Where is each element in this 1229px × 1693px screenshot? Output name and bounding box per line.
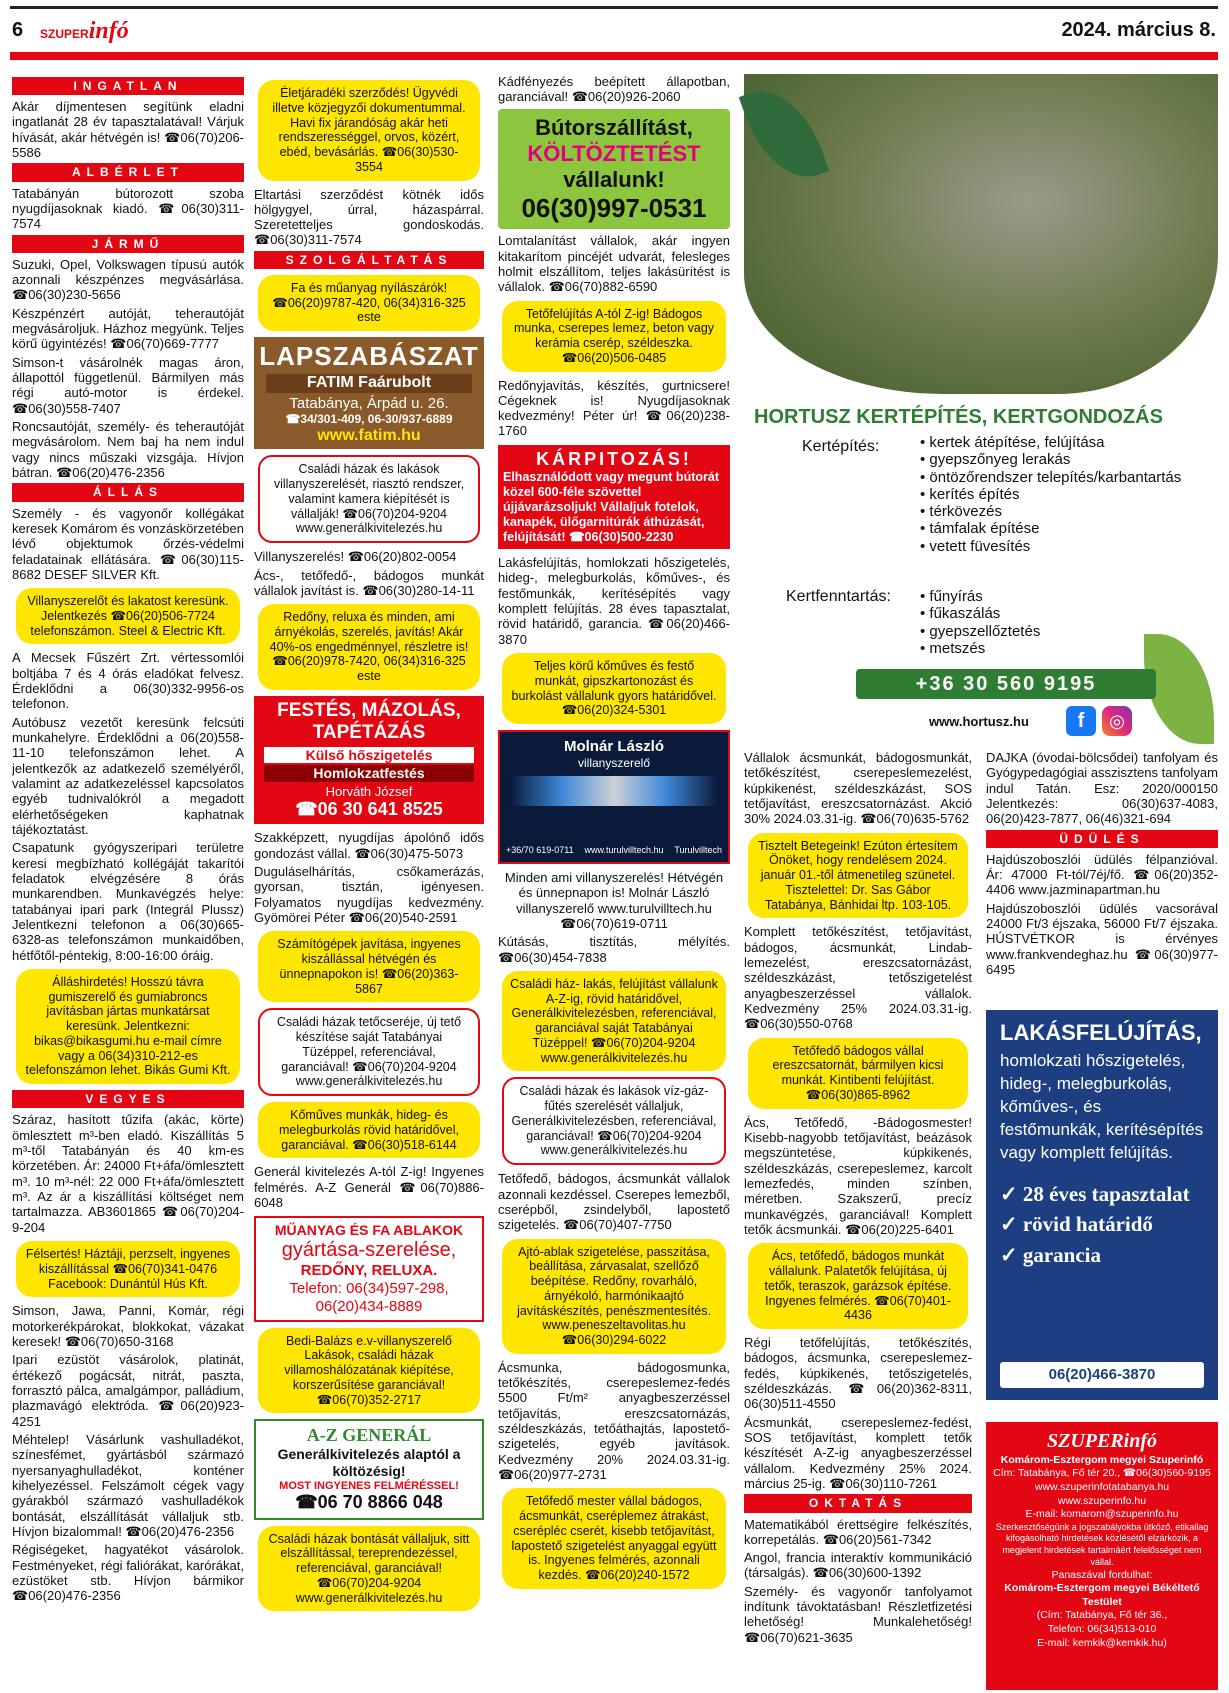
hortusz-ad (744, 74, 1218, 744)
classified-ad: Eltartási szerződést kötnék idős hölgygyel, úrral, házaspárral. Szeretetteljes gondoskodás. ☎06(30)311-7574 (254, 186, 484, 248)
column-1 (12, 74, 244, 1606)
page-header (10, 6, 1218, 50)
section-udules: ÜDÜLÉS (986, 830, 1218, 848)
classified-ad: Régi tetőfelújítás, tetőkészítés, bádogos, ácsmunka, cserepeslemez-fedés, kúpkikenés, tetőszigetelés, széldeszkázás. ☎06(20)362-8311, 06(30)511-4550 (744, 1335, 972, 1412)
section-vegyes: VEGYES (12, 1090, 244, 1108)
highlight-ad: Redőny, reluxa és minden, ami árnyékolás, szerelés, javítás! Akár 40%-os engedménnyel, részletre is! ☎06(20)978-7420, 06(34)316-325 este (258, 604, 480, 690)
highlight-ad: Álláshirdetés! Hosszú távra gumiszerelő és gumiabroncs javításban jártas munkatársat keresünk. Jelentkezni: bikas@bikasgumi.hu e-mail címre vagy a 06(34)310-212-es telefonszámon lehet. Bikás Gumi Kft. (16, 969, 240, 1084)
highlight-ad: Családi ház- lakás, felújítást vállalunk A-Z-ig, rövid határidővel, Generálkivitelezésben, referenciával, garanciával saját Tatabányai Tüzéppel! ☎06(70)204-9204 www.generálkivitelezés.hu (502, 971, 726, 1072)
classified-ad: A Mecsek Fűszért Zrt. vértessomlói boltjába 7 és 4 órás eladókat felvesz. Érdeklődni a 06(30)332-9956-os telefonon. (12, 650, 244, 712)
highlight-ad: Teljes körű kőműves és festő munkát, gipszkartonozást és burkolást vállalunk gyors határidővel. ☎06(20)324-5301 (502, 653, 726, 724)
classified-ad: Lomtalanítást vállalok, akár ingyen kitakarítom pincéjét udvarát, felesleges holmit elszállítom, teljes lakásürítést is vállalok. ☎06(70)882-6590 (498, 233, 730, 295)
classified-ad: Matematikából érettségire felkészítés, korrepetálás. ☎06(20)561-7342 (744, 1516, 972, 1547)
classified-ad: Tatabányán bútorozott szoba nyugdíjasoknak kiadó. ☎06(30)311-7574 (12, 185, 244, 232)
highlight-ad: Tetőfedő mester vállal bádogos, ácsmunkát, cseréplemez átrakást, cserépléc cserét, kisebb tetőjavítást, lapostető szigetelést anyaggal együtt is. Ingyenes felmérés, azonnali kezdés. ☎06(20)240-1572 (502, 1488, 726, 1589)
classified-ad: Személy - és vagyonőr kollégákat keresek Komárom és vonzáskörzetében lévő objektumok őrzés-védelmi feladatainak ellátására. ☎06(30)115-8682 DESEF SILVER Kft. (12, 505, 244, 582)
hortusz-phone: +36 30 560 9195 (856, 669, 1156, 699)
classified-ad: Redőnyjavítás, készítés, gurtnicsere! Cégeknek is! Nyugdíjasoknak kedvezmény! Péter úr! ☎06(20)238-1760 (498, 377, 730, 439)
section-szolgaltatas: SZOLGÁLTATÁS (254, 251, 484, 269)
classified-ad: Szakképzett, nyugdíjas ápolónő idős gondozást vállal. ☎06(30)475-5073 (254, 830, 484, 861)
column-3 (498, 74, 730, 1595)
highlight-ad: Ajtó-ablak szigetelése, passzítása, beállítása, zárvasalat, szellőző beépítése. Redőny, rovarháló, árnyékoló, harmónikaajtó javításkészítés, penészmentesítés. www.peneszeltavolitas.hu ☎06(30)294-6022 (502, 1239, 726, 1354)
classified-ad: Villanyszerelés! ☎06(20)802-0054 (254, 549, 457, 565)
classified-ad: DAJKA (óvodai-bölcsődei) tanfolyam és Gyógypedagógiai asszisztens tanfolyam indul Tatán. Esz: 2020/000150 Jelentkezés: 06(30)637-4083, 06(20)423-7877, 06(46)321-694 (986, 750, 1218, 827)
classified-ad: Autóbusz vezetőt keresünk felcsúti munkahelyre. Érdeklődni a 06(20)558-11-10 telefonszámon lehet. A jelentkezők az adatkezelő személyéről, valamint az adatkezeléssel kapcsolatos egyéb tudnivalókról a megadott elérhetőségeken kaphatnak tájékoztatást. (12, 714, 244, 838)
highlight-ad: Életjáradéki szerződés! Ügyvédi illetve közjegyzői dokumentummal. Havi fix járandóság akár heti rendszerességgel, orvos, közért, ebéd, bevásárlás. ☎06(30)530-3554 (258, 80, 480, 181)
highlight-ad: Tetőfedő bádogos vállal ereszcsatornát, bármilyen kicsi munkát. Kintibenti felújítást. ☎06(30)865-8962 (748, 1038, 968, 1109)
classified-ad: Duguláselhárítás, csőkamerázás, gyorsan, tisztán, igényesen. Folyamatos nyugdíjas kedvezmény. Gyömörei Péter ☎06(20)540-2591 (254, 864, 484, 926)
classified-ad: Ipari ezüstöt vásárolok, platinát, értékező pogácsát, nitrát, paszta, forrasztó pálca, amalgámpor, palládium, plazmavágó elektróda. ☎06(20)923-4251 (12, 1352, 244, 1429)
classified-ad: Hajdúszoboszlói üdülés vacsorával 24000 Ft/3 éjszaka, 56000 Ft/7 éjszaka. HÚSTVÉTKOR is érvényes www.frankvendeghaz.hu ☎06(30)977-6495 (986, 900, 1218, 978)
section-oktatas: OKTATÁS (744, 1494, 972, 1512)
column-5 (986, 750, 1218, 980)
section-ingatlan: INGATLAN (12, 77, 244, 95)
karpitozas-ad: KÁRPITOZÁS! Elhasználódott vagy megunt bútorát közel 600-féle szövettel újjávarázsoljuk! Vállaljuk fotelok, kanapék, ülőgarnitúrák áthúzását, felújítását! ☎06(30)500-2230 (498, 445, 730, 549)
instagram-icon: ◎ (1102, 706, 1132, 736)
phone-badge: 06(20)466-3870 (1000, 1362, 1204, 1388)
hortusz-title: HORTUSZ KERTÉPÍTÉS, KERTGONDOZÁS (754, 406, 1163, 428)
column-4 (744, 750, 972, 1648)
molnar-villanyszerelo-ad: Molnár László villanyszerelő +36/70 619-0711 www.turulvilltech.hu Turulvilltech (498, 730, 730, 864)
classified-ad: Méhtelep! Vásárlunk vashulladékot, színesfémet, gyártásból származó nyersanyaghulladékot, konténer kihelyezéssel. Felszámolt cégek vagy gyárakból származó vashulladékok bontását, elszállítását vállaljuk stb. Hívjon bizalommal! ☎06(20)476-2356 (12, 1431, 244, 1539)
classified-ad: Simson, Jawa, Panni, Komár, régi motorkerékpárokat, blokkokat, vázakat keresek! ☎06(70)650-3168 (12, 1303, 244, 1349)
boxed-ad: Családi házak és lakások villanyszerelését, riasztó rendszer, valamint kamera kiépítését is vállalják! ☎06(70)204-9204 www.generálkivitelezés.hu (258, 455, 480, 543)
classified-ad: Angol, francia interaktív kommunikáció (társalgás). ☎06(30)600-1392 (744, 1550, 972, 1581)
lakasfelujitas-ad: LAKÁSFELÚJÍTÁS, homlokzati hőszigetelés, hideg-, melegburkolás, kőműves-, és festőmunkák, kerítésépítés vagy komplett felújítás. ✓ 28 éves tapasztalat ✓ rövid határidő ✓ garancia 06(20)466-3870 (986, 1010, 1218, 1400)
classified-ad: Roncsautóját, személy- és teherautóját megvásárolom. Nem baj ha nem indul vagy nincs műszaki vizsgája. Hívjon bátran. ☎06(20)476-2356 (12, 419, 244, 481)
header-rule (10, 52, 1218, 60)
highlight-ad: Kőműves munkák, hideg- és melegburkolás rövid határidővel, garanciával. ☎06(30)518-6144 (258, 1102, 480, 1158)
kertepites-label: Kertépítés: (802, 438, 880, 455)
highlight-ad: Villanyszerelőt és lakatost keresünk. Jelentkezés ☎06(20)506-7724 telefonszámon. Steel & Electric Kft. (16, 588, 240, 644)
section-allas: ÁLLÁS (12, 483, 244, 501)
lapszabaszat-ad: LAPSZABÁSZAT FATIM Faárubolt Tatabánya, Árpád u. 26. ☎34/301-409, 06-30/937-6889 www.fatim.hu (254, 337, 484, 449)
hortusz-website: www.hortusz.hu (929, 714, 1029, 729)
classified-ad: Személy- és vagyonőr tanfolyamot indítunk távoktatásban! Részletfizetési lehetőség! Munkalehetőség! ☎06(70)621-3635 (744, 1583, 972, 1645)
classified-ad: Suzuki, Opel, Volkswagen típusú autók azonnali készpénzes megvásárlása. ☎06(30)230-5656 (12, 256, 244, 303)
boxed-ad: Családi házak és lakások víz-gáz-fűtés szerelését vállaljuk, Generálkivitelezésben, referenciával, garanciával! ☎06(70)204-9204 www.generálkivitelezés.hu (502, 1077, 726, 1165)
classified-ad: Hajdúszoboszlói üdülés félpanzióval. Ár: 47000 Ft-tól/7éj/fő. ☎06(20)352-4406 www.jazminapartman.hu (986, 851, 1218, 898)
classified-ad: Generál kivitelezés A-tól Z-ig! Ingyenes felmérés. A-Z Generál ☎06(70)886-6048 (254, 1164, 484, 1210)
highlight-ad: Családi házak bontását vállaljuk, sitt elszállítással, tereprendezéssel, referenciával, garanciával! ☎06(70)204-9204 www.generálkivitelezés.hu (258, 1526, 480, 1612)
classified-ad: Tetőfedő, bádogos, ácsmunkát vállalok azonnali kezdéssel. Cserepes lemezből, cserépből, zsindelyből, lapostető szigetelés. ☎06(70)407-7750 (498, 1171, 730, 1233)
classified-ad: Készpénzért autóját, teherautóját megvásároljuk. Házhoz megyünk. Teljes körű ügyintézés! ☎06(70)669-7777 (12, 305, 244, 352)
issue-date: 2024. március 8. (1061, 19, 1216, 41)
szuperinfo-logo: SZUPERinfó (1046, 1430, 1158, 1452)
section-jarmu: JÁRMŰ (12, 235, 244, 253)
classified-ad: Száraz, hasított tűzifa (akác, körte) ömlesztett m³-ben eladó. Kiszállítás 5 m³-től Tatabányán és 40 km-es körzetében. Ár: 24000 Ft+áfa/ömlesztett m³. 10 m³-nél: 22 000 Ft+áfa/ömlesztett m³. Az ár a kiszállítási költséget nem tartalmazza. AB3601865 ☎06(70)204-9-204 (12, 1112, 244, 1235)
classified-ad: Akár díjmentesen segítünk eladni ingatlanát 28 év tapasztalatával! Várjuk hívását, akár hétvégén is! ☎06(70)206-5586 (12, 99, 244, 161)
kertepites-list: • kertek átépítése, felújítása • gyepszőnyeg lerakás • öntözőrendszer telepítés/karbantartás • kerítés építés • térkövezés • támfalak építése • vetett füvesítés (920, 434, 1181, 555)
highlight-ad: Tetőfelújítás A-tól Z-ig! Bádogos munka, cserepes lemez, beton vagy kerámia cserép, széldeszka. ☎06(20)506-0485 (502, 301, 726, 372)
facebook-icon: f (1066, 706, 1096, 736)
highlight-ad: Bedi-Balázs e.v-villanyszerelő Lakások, családi házak villamoshálózatának kiépítése, korszerűsítése garanciával! ☎06(70)352-2717 (258, 1328, 480, 1414)
festes-ad: FESTÉS, MÁZOLÁS, TAPÉTÁZÁS Külső hőszigetelés Homlokzatfestés Horváth József ☎06 30 641 8525 (254, 696, 484, 824)
lightning-graphic (510, 776, 718, 806)
boxed-ad: Családi házak tetőcseréje, új tető készítése saját Tatabányai Tüzéppel, referenciával, garanciával! ☎06(70)204-9204 www.generálkivitelezés.hu (258, 1008, 480, 1096)
classified-ad: Vállalok ácsmunkát, bádogosmunkát, tetőkészítést, cserepeslemezelést, kúpkikenést, széldeszkázást, SOS tetőjavítást, ereszcsatornázást. Akció 30% 2024.03.31-ig. ☎06(70)635-5762 (744, 750, 972, 827)
highlight-ad: Fa és műanyag nyílászárók! ☎06(20)9787-420, 06(34)316-325 este (258, 275, 480, 331)
classified-ad: Ács-, tetőfedő-, bádogos munkát vállalok javítást is. ☎06(30)280-14-11 (254, 567, 484, 598)
az-general-ad: A-Z GENERÁL Generálkivitelezés alaptól a költözésig! MOST INGYENES FELMÉRÉSSEL! ☎06 70 8866 048 (254, 1419, 484, 1519)
classified-ad: Simson-t vásárolnék magas áron, állapottól függetlenül. Bármilyen más régi autó-motor is érdekel. ☎06(30)558-7407 (12, 354, 244, 416)
classified-ad: Kádfényezés beépített állapotban, garanciával! ☎06(20)926-2060 (498, 74, 730, 105)
classified-ad: Kútásás, tisztítás, mélyítés. ☎06(30)454-7838 (498, 934, 730, 965)
kertfenntartas-label: Kertfenntartás: (786, 588, 891, 605)
column-2 (254, 74, 484, 1617)
classified-ad: Ácsmunkát, cserepeslemez-fedést, SOS tetőjavítást, komplett tetők készítését A-Z-ig anyagbeszerzéssel vállalom. Kedvezmény 25% 2024. március 25-ig. ☎06(30)110-7261 (744, 1414, 972, 1492)
classified-ad: Csapatunk gyógyszeripari területre keresi megbízható kollégáját takarítói feladatok elvégzésére 8 órás munkarendben. Munkavégzés helye: tatabányai ipari park (Integrál Plussz) Jelentkezni telefonon a 06(30)665-6328-as telefonszámon munkaidőben, hétfőtől-péntekig, 8:00-16:00 óráig. (12, 840, 244, 963)
kertfenntartas-list: • fűnyírás • fűkaszálás • gyepszellőztetés • metszés (920, 588, 1040, 657)
brand-logo: SZUPERinfó (40, 18, 129, 44)
classified-ad: Ács, Tetőfedő, -Bádogosmester! Kisebb-nagyobb tetőjavítást, beázások megszüntetése, kúpkikenés, széldeszkázás, cserepeslemez, karcolt lemezfedés, minden színben, méretben. Szakszerű, precíz munkavégzés, garanciával! Komplett tetők ácsmunkái. ☎06(20)225-6401 (744, 1114, 972, 1237)
classified-ad: Régiségeket, hagyatékot vásárolok. Festményeket, régi faliórákat, karórákat, ezüstöket stb. Hívjon bármikor ☎06(20)476-2356 (12, 1542, 244, 1604)
page-number: 6 (12, 19, 24, 41)
publisher-info-box: SZUPERinfó Komárom-Esztergom megyei Szuperinfó Cím: Tatabánya, Fő tér 20., ☎06(30)560-9195 www.szuperinfotatabanya.hu www.szuperinfo.hu E-mail: komarom@szuperinfo.hu Szerkesztőségünk a jogszabályokba ütköző, etikailag kifogásolható hirdetések közlésétől elzárkózik, a megjelent hirdetések tartalmáért felelősséget nem vállal. Panaszával fordulhat: Komárom-Esztergom megyei Békéltető Testület (Cím: Tatabánya, Fő tér 36., Telefon: 06(34)513-010 E-mail: kemkik@kemkik.hu) (986, 1422, 1218, 1690)
section-alberlet: ALBÉRLET (12, 163, 244, 181)
classified-ad: Ácsmunka, bádogosmunka, tetőkészítés, cserepeslemez-fedés 5500 Ft/m² anyagbeszerzéssel tetőjavítás, ereszcsatornázás, széldeszkázás, tetőáthajtás, lapostető-szigetelés, egyéb javítások. Kedvezmény 20% 2024.03.31-ig. ☎06(20)977-2731 (498, 1359, 730, 1483)
highlight-ad: Félsertés! Háztáji, perzselt, ingyenes kiszállítással ☎06(70)341-0476 Facebook: Dunántúl Hús Kft. (16, 1241, 240, 1297)
butorszallitas-ad: Bútorszállítást, KÖLTÖZTETÉST vállalunk! 06(30)997-0531 (498, 109, 730, 230)
garden-photo (744, 74, 1218, 394)
classified-ad: Minden ami villanyszerelés! Hétvégén és ünnepnapon is! Molnár László villanyszerelő www.turulvilltech.hu ☎06(70)619-0711 (504, 870, 724, 931)
classified-ad: Lakásfelújítás, homlokzati hőszigetelés, hideg-, melegburkolás, kőműves-, és festőmunkák, kerítésépítés vagy komplett felújítás. 28 éves tapasztalat, rövid határidő, garancia. ☎06(20)466-3870 (498, 555, 730, 647)
highlight-ad: Számítógépek javítása, ingyenes kiszállással hétvégén és ünnepnapokon is! ☎06(20)363-5867 (258, 931, 480, 1002)
muanyag-ablak-ad: MŰANYAG ÉS FA ABLAKOK gyártása-szerelése, REDŐNY, RELUXA. Telefon: 06(34)597-298, 06(20)434-8889 (254, 1216, 484, 1321)
highlight-ad: Ács, tetőfedő, bádogos munkát vállalunk. Palatetők felújítása, új tetők, teraszok, garázsok építése. Ingyenes felmérés. ☎06(70)401-4436 (748, 1243, 968, 1329)
classified-ad: Komplett tetőkészítést, tetőjavítást, bádogos, ácsmunkát, Lindab-lemezelést, ereszcsatornázást, széldeszkázást, tetőszigetelést anyagbeszerzéssel vállalok. Kedvezmény 25% 2024.03.31-ig. ☎06(30)550-0768 (744, 924, 972, 1032)
highlight-ad: Tisztelt Betegeink! Ezúton értesítem Önöket, hogy rendelésem 2024. január 01.-től átmenetileg szünetel. Tisztelettel: Dr. Sas Gábor Tatabánya, Bánhidai ltp. 103-105. (748, 833, 968, 919)
